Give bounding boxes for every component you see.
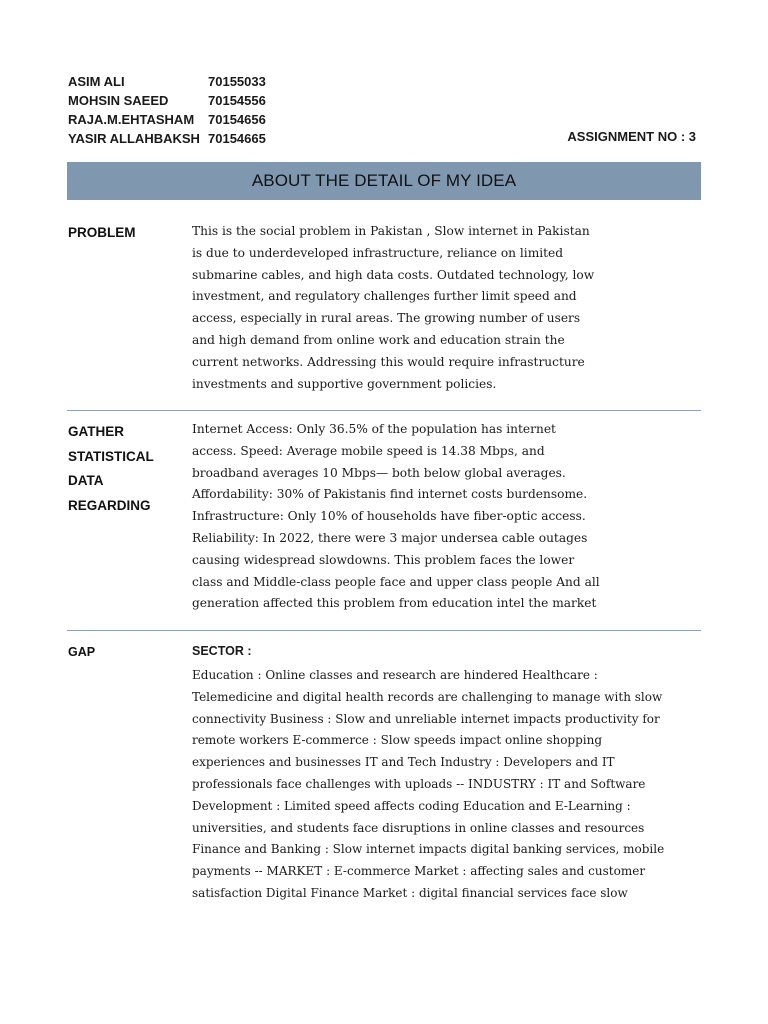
label-line: GATHER [68,424,124,439]
text-line: investment, and regulatory challenges further limit speed and [192,289,577,304]
text-line: connectivity Business : Slow and unreliable internet impacts productivity for [192,711,660,726]
text-line: Development : Limited speed affects coding Education and E-Learning : [192,798,631,813]
gap-text [192,665,664,905]
label-line: STATISTICAL [68,448,154,464]
text-line: causing widespread slowdowns. This problem faces the lower [192,552,575,567]
member-id: 70154665 [208,131,266,146]
text-line: universities, and students face disruptions in online classes and resources [192,820,645,835]
text-line: professionals face challenges with uploads -- INDUSTRY : IT and Software [192,776,646,791]
member-row [68,110,266,129]
statistics-text [192,419,600,615]
text-line: This is the social problem in Pakistan , Slow internet in Pakistan [192,224,590,238]
text-line: Internet Access: Only 36.5% of the population has internet [192,422,556,436]
text-line: Infrastructure: Only 10% of households have fiber-optic access. [192,509,586,524]
member-name: RAJA.M.EHTASHAM [68,112,195,127]
section-divider [67,410,701,411]
text-line: broadband averages 10 Mbps— both below global averages. [192,465,566,480]
text-line: class and Middle-class people face and upper class people And all [192,574,600,589]
problem-label: PROBLEM [68,225,136,240]
section-divider [67,630,701,631]
problem-text [192,221,594,395]
text-line: current networks. Addressing this would require infrastructure [192,354,585,369]
text-line: remote workers E-commerce : Slow speeds impact online shopping [192,733,603,748]
text-line: is due to underdeveloped infrastructure, reliance on limited [192,245,564,260]
group-members [68,72,266,148]
text-line: access. Speed: Average mobile speed is 14.38 Mbps, and [192,443,545,458]
member-name: MOHSIN SAEED [68,93,169,108]
text-line: satisfaction Digital Finance Market : digital financial services face slow [192,885,628,900]
member-id: 70154656 [208,112,266,127]
text-line: Telemedicine and digital health records are challenging to manage with slow [192,689,663,704]
title-banner [67,162,701,200]
text-line: payments -- MARKET : E-commerce Market : affecting sales and customer [192,864,646,879]
member-row [68,91,266,110]
text-line: Finance and Banking : Slow internet impacts digital banking services, mobile [192,842,665,857]
label-line: DATA [68,473,104,488]
member-id: 70155033 [208,74,266,89]
sector-heading: SECTOR : [192,644,252,658]
text-line: experiences and businesses IT and Tech Industry : Developers and IT [192,755,615,770]
statistics-label [68,420,154,518]
member-name: YASIR ALLAHBAKSH [68,131,200,146]
text-line: submarine cables, and high data costs. Outdated technology, low [192,267,595,282]
text-line: investments and supportive government policies. [192,376,497,391]
page-title: ABOUT THE DETAIL OF MY IDEA [251,171,517,190]
text-line: and high demand from online work and education strain the [192,332,565,347]
member-row [68,129,266,148]
text-line: access, especially in rural areas. The growing number of users [192,311,581,326]
member-id: 70154556 [208,93,266,108]
assignment-number: ASSIGNMENT NO : 3 [567,129,696,144]
member-row [68,72,266,91]
label-line: REGARDING [68,497,151,513]
text-line: Affordability: 30% of Pakistanis find internet costs burdensome. [192,487,588,502]
member-name: ASIM ALI [68,74,125,89]
text-line: Education : Online classes and research are hindered Healthcare : [192,668,598,682]
text-line: Reliability: In 2022, there were 3 major undersea cable outages [192,530,588,545]
gap-label: GAP [68,645,96,659]
text-line: generation affected this problem from education intel the market [192,596,597,611]
